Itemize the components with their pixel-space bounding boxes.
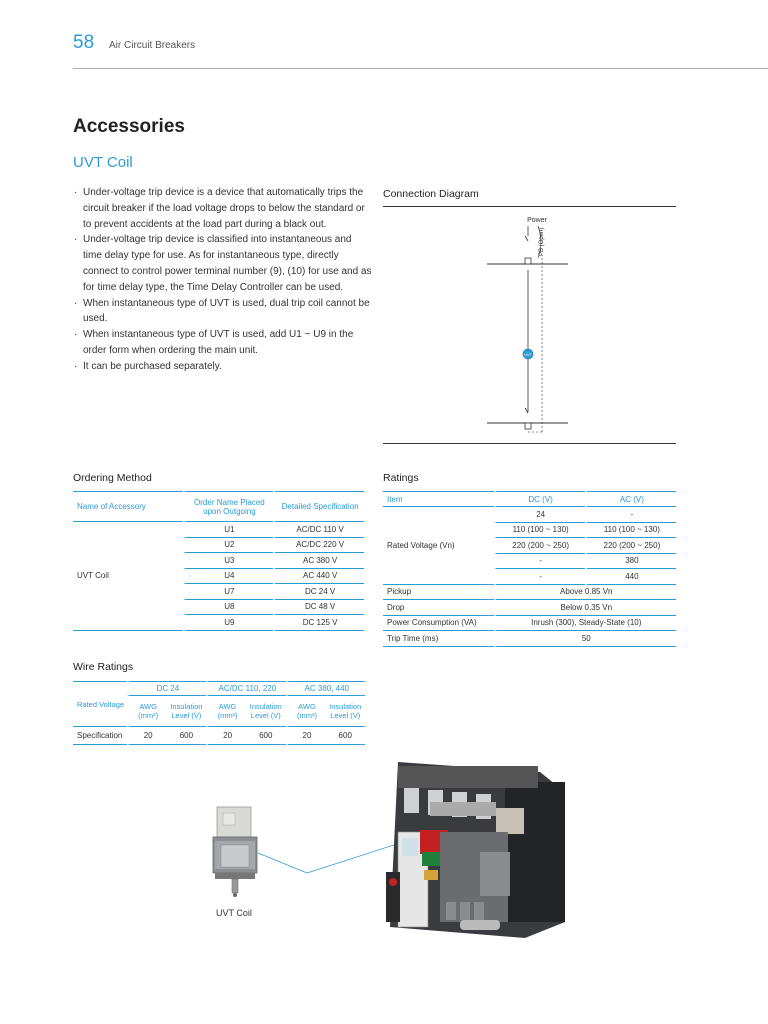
power-label: Power [527, 217, 547, 224]
terminal-10 [525, 423, 531, 429]
wire-ratings-title: Wire Ratings [73, 661, 134, 673]
group-header: AC/DC 110, 220 [206, 681, 285, 696]
table-cell: DC 24 V [273, 584, 364, 600]
image-caption: UVT Coil [216, 908, 252, 918]
table-cell: 220 (200 ~ 250) [494, 538, 585, 554]
table-cell: AC/DC 110 V [273, 522, 364, 538]
table-cell: AC/DC 220 V [273, 538, 364, 554]
table-cell: U9 [183, 615, 274, 631]
table-cell: 50 [494, 631, 676, 647]
column-header: Item [383, 491, 494, 507]
header-divider [73, 68, 768, 69]
insulation-header: Insulation Level (V) [246, 696, 286, 727]
table-cell: 20 [127, 727, 167, 745]
insulation-header: Insulation Level (V) [325, 696, 365, 727]
ordering-method-title: Ordering Method [73, 472, 152, 484]
table-cell: Above 0.85 Vn [494, 585, 676, 601]
accessory-name: UVT Coil [73, 522, 183, 631]
ratings-table [383, 491, 676, 647]
table-cell: - [585, 507, 676, 523]
table-cell: 220 (200 ~ 250) [585, 538, 676, 554]
table-cell: U2 [183, 538, 274, 554]
ratings-title: Ratings [383, 472, 419, 484]
table-cell: U4 [183, 569, 274, 585]
table-cell: - [494, 554, 585, 570]
table-cell: DC 125 V [273, 615, 364, 631]
awg-header: AWG (mm²) [286, 696, 326, 727]
ordering-method-table [73, 491, 364, 631]
list-item: · Under-voltage trip device is classified into instantaneous and time delay type for use. As for instantaneous type, directly connect to control power terminal number (9), (10) for use and as for time delay type, the Time Delay Controller can be used. [73, 232, 373, 295]
page-subtitle: UVT Coil [73, 154, 133, 171]
column-header: Name of Accessory [73, 491, 183, 522]
group-header: AC 380, 440 [286, 681, 365, 696]
spec-label: Specification [73, 727, 127, 745]
coil-label: UVT [524, 352, 532, 357]
wire-ratings-table [73, 681, 365, 745]
rated-voltage-label: Rated Voltage (Vn) [383, 507, 494, 585]
insulation-header: Insulation Level (V) [167, 696, 207, 727]
rated-voltage-header: Rated Voltage [73, 681, 127, 727]
table-cell: U3 [183, 553, 274, 569]
table-cell: 600 [167, 727, 207, 745]
column-header: DC (V) [494, 491, 585, 507]
connection-diagram [480, 212, 590, 437]
table-cell: U8 [183, 600, 274, 616]
page-title: Accessories [73, 116, 185, 137]
column-header: AC (V) [585, 491, 676, 507]
description-list [73, 185, 373, 375]
table-cell: - [494, 569, 585, 585]
table-cell: 600 [246, 727, 286, 745]
column-header: Detailed Specification [273, 491, 364, 522]
awg-header: AWG (mm²) [127, 696, 167, 727]
table-cell: 110 (100 ~ 130) [585, 523, 676, 539]
row-label: Trip Time (ms) [383, 631, 494, 647]
row-label: Drop [383, 600, 494, 616]
table-cell: U1 [183, 522, 274, 538]
table-cell: Inrush (300), Steady-State (10) [494, 616, 676, 632]
table-cell: DC 48 V [273, 600, 364, 616]
table-cell: U7 [183, 584, 274, 600]
row-label: Power Consumption (VA) [383, 616, 494, 632]
section-title: Air Circuit Breakers [109, 40, 196, 51]
table-cell: 380 [585, 554, 676, 570]
table-cell: 20 [206, 727, 246, 745]
table-cell: 440 [585, 569, 676, 585]
awg-header: AWG (mm²) [206, 696, 246, 727]
table-cell: AC 380 V [273, 553, 364, 569]
list-item: · When instantaneous type of UVT is used, add U1 ~ U9 in the order form when ordering the main unit. [73, 327, 373, 359]
table-cell: Below 0.35 Vn [494, 600, 676, 616]
column-header: Order Name Placed upon Outgoing [183, 491, 274, 522]
diagram-bottom-rule [383, 443, 676, 444]
list-item: · When instantaneous type of UVT is used, dual trip coil cannot be used. [73, 296, 373, 328]
table-cell: 20 [286, 727, 326, 745]
table-cell: 600 [325, 727, 365, 745]
table-cell: 110 (100 ~ 130) [494, 523, 585, 539]
circuit-breaker-image [380, 752, 570, 942]
table-cell: 24 [494, 507, 585, 523]
connection-diagram-title: Connection Diagram [383, 188, 479, 200]
page-number: 58 [73, 32, 95, 53]
terminal-9 [525, 258, 531, 264]
table-cell: AC 440 V [273, 569, 364, 585]
list-item: · It can be purchased separately. [73, 359, 373, 375]
pb-label: PB (Open) [539, 227, 545, 256]
list-item: · Under-voltage trip device is a device that automatically trips the circuit breaker if the load voltage drops to below the standard or to prevent accidents at the load part during a black out. [73, 185, 373, 232]
row-label: Pickup [383, 585, 494, 601]
group-header: DC 24 [127, 681, 206, 696]
diagram-top-rule [383, 206, 676, 207]
